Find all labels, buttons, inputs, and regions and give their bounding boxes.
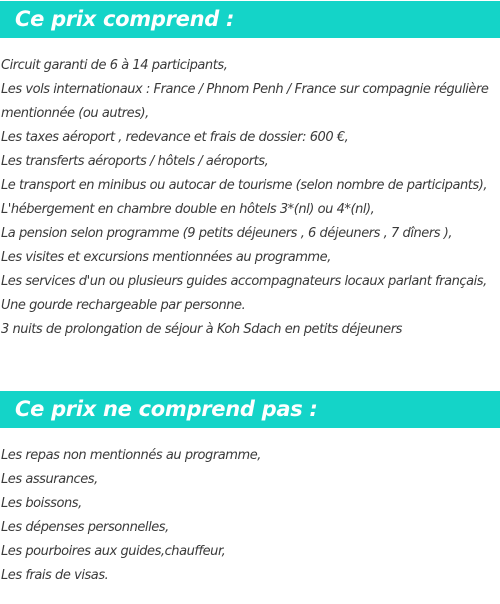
list-item: Les services d'un ou plusieurs guides accompagnateurs locaux parlant français, (1, 274, 487, 289)
list-item: La pension selon programme (9 petits déjeuners , 6 déjeuners , 7 dîners ), (1, 226, 453, 241)
excludes-section-title: Ce prix ne comprend pas : (0, 391, 500, 428)
list-item: Les taxes aéroport , redevance et frais de dossier: 600 €, (1, 130, 349, 145)
list-item: Les frais de visas. (1, 568, 109, 583)
list-item: Les assurances, (1, 472, 98, 487)
list-item: Les visites et excursions mentionnées au programme, (1, 250, 331, 265)
includes-section-title: Ce prix comprend : (0, 1, 500, 38)
includes-list (0, 54, 500, 342)
list-item: L'hébergement en chambre double en hôtels 3*(nl) ou 4*(nl), (1, 202, 375, 217)
list-item: Les boissons, (1, 496, 82, 511)
list-item: Les pourboires aux guides,chauffeur, (1, 544, 226, 559)
list-item: Circuit garanti de 6 à 14 participants, (1, 58, 228, 73)
list-item: Une gourde rechargeable par personne. (1, 298, 246, 313)
list-item: Les dépenses personnelles, (1, 520, 169, 535)
list-item: 3 nuits de prolongation de séjour à Koh Sdach en petits déjeuners (1, 322, 402, 337)
list-item: Les vols internationaux : France / Phnom Penh / France sur compagnie régulière mentionnée (ou autres), (1, 82, 489, 121)
list-item: Le transport en minibus ou autocar de tourisme (selon nombre de participants), (1, 178, 488, 193)
list-item: Les repas non mentionnés au programme, (1, 448, 261, 463)
list-item: Les transferts aéroports / hôtels / aéroports, (1, 154, 269, 169)
excludes-list (0, 444, 500, 588)
